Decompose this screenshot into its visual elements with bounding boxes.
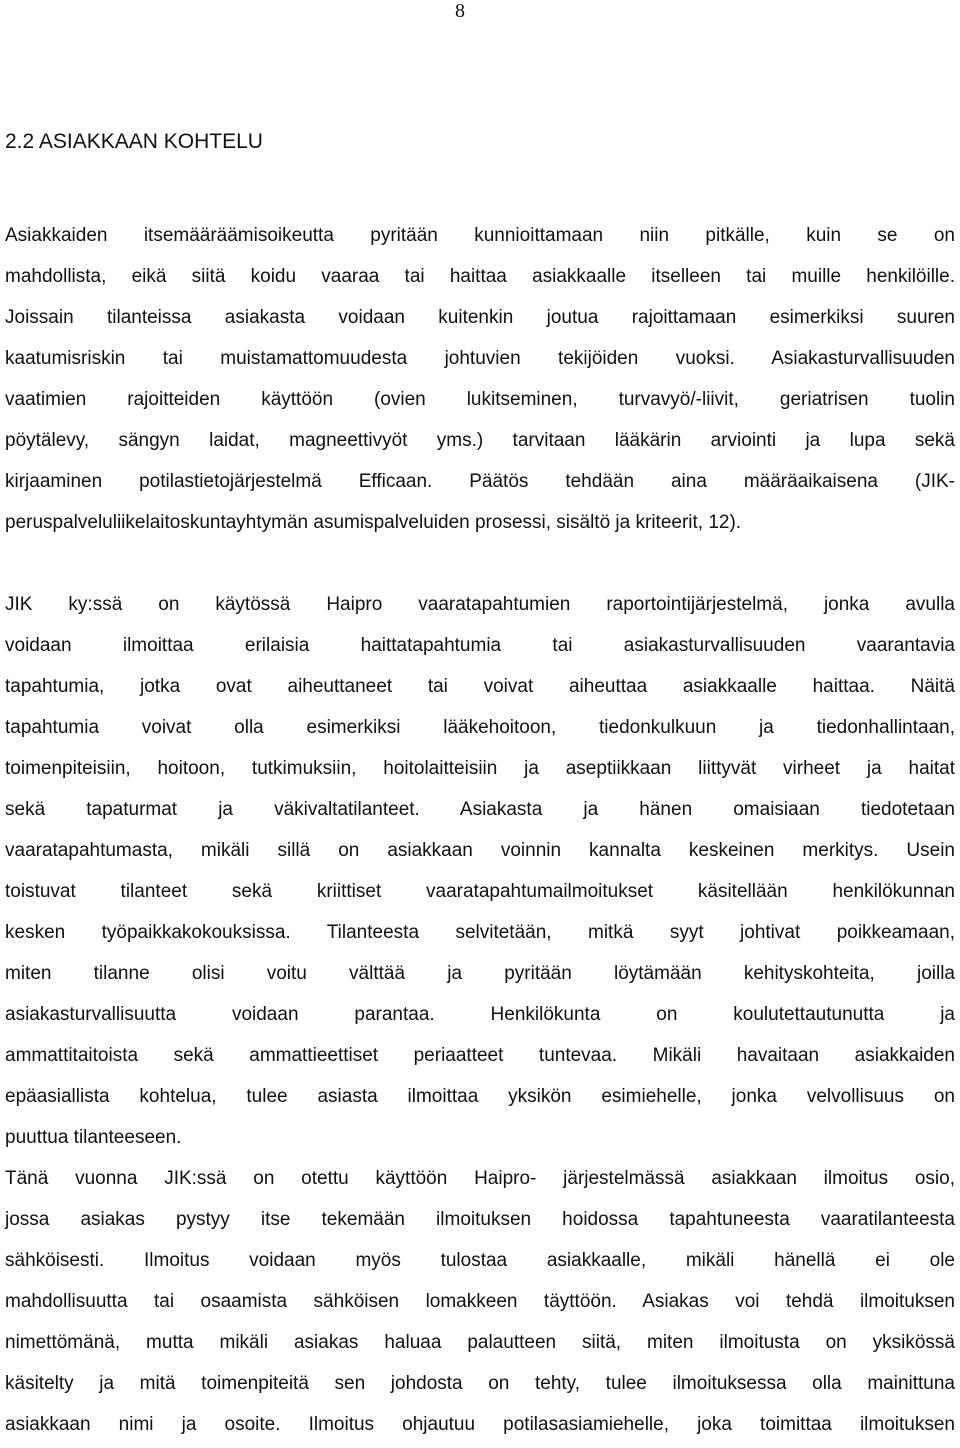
text-line: Tänä vuonna JIK:ssä on otettu käyttöön Haipro- järjestelmässä asiakkaan ilmoitus osio, [5, 1168, 955, 1189]
text-line: tapahtumia voivat olla esimerkiksi lääkehoitoon, tiedonkulkuun ja tiedonhallintaan, [5, 717, 955, 738]
text-line: mahdollisuutta tai osaamista sähköisen lomakkeen täyttöön. Asiakas voi tehdä ilmoituksen [5, 1291, 955, 1312]
text-line: kirjaaminen potilastietojärjestelmä Efficaan. Päätös tehdään aina määräaikaisena (JIK- [5, 471, 955, 492]
paragraph-patient-autonomy [5, 215, 955, 543]
text-line: käsitelty ja mitä toimenpiteitä sen johdosta on tehty, tulee ilmoituksessa olla mainittuna [5, 1373, 955, 1394]
text-line: Joissain tilanteissa asiakasta voidaan kuitenkin joutua rajoittamaan esimerkiksi suuren [5, 307, 955, 328]
text-line: epäasiallista kohtelua, tulee asiasta ilmoittaa yksikön esimiehelle, jonka velvollisuus on [5, 1086, 955, 1107]
text-line: sähköisesti. Ilmoitus voidaan myös tulostaa asiakkaalle, mikäli hänellä ei ole [5, 1250, 955, 1271]
text-line: puuttua tilanteeseen. [5, 1127, 182, 1148]
text-line: mahdollista, eikä siitä koidu vaaraa tai haittaa asiakkaalle itselleen tai muille henkilöille. [5, 266, 955, 287]
text-line: miten tilanne olisi voitu välttää ja pyritään löytämään kehityskohteita, joilla [5, 963, 955, 984]
text-line: asiakkaan nimi ja osoite. Ilmoitus ohjautuu potilasasiamiehelle, joka toimittaa ilmoituksen [5, 1414, 955, 1435]
text-line: ammattitaitoista sekä ammattieettiset periaatteet tuntevaa. Mikäli havaitaan asiakkaiden [5, 1045, 955, 1066]
section-heading: 2.2 ASIAKKAAN KOHTELU [5, 130, 263, 153]
text-line: toimenpiteisiin, hoitoon, tutkimuksiin, hoitolaitteisiin ja aseptiikkaan liittyvät virheet ja haitat [5, 758, 955, 779]
page-number: 8 [455, 0, 465, 22]
text-line: voidaan ilmoittaa erilaisia haittatapahtumia tai asiakasturvallisuuden vaarantavia [5, 635, 955, 656]
text-line: tapahtumia, jotka ovat aiheuttaneet tai voivat aiheuttaa asiakkaalle haittaa. Näitä [5, 676, 955, 697]
text-line: vaatimien rajoitteiden käyttöön (ovien lukitseminen, turvavyö/-liivit, geriatrisen tuolin [5, 389, 955, 410]
text-line: toistuvat tilanteet sekä kriittiset vaaratapahtumailmoitukset käsitellään henkilökunnan [5, 881, 955, 902]
text-line: Asiakkaiden itsemääräämisoikeutta pyritään kunnioittamaan niin pitkälle, kuin se on [5, 225, 955, 246]
text-line: jossa asiakas pystyy itse tekemään ilmoituksen hoidossa tapahtuneesta vaaratilanteesta [5, 1209, 955, 1230]
text-line: kaatumisriskin tai muistamattomuudesta johtuvien tekijöiden vuoksi. Asiakasturvallisuuden [5, 348, 955, 369]
text-line: pöytälevy, sängyn laidat, magneettivyöt yms.) tarvitaan lääkärin arviointi ja lupa sekä [5, 430, 955, 451]
text-line: peruspalveluliikelaitoskuntayhtymän asumispalveluiden prosessi, sisältö ja kriteerit, 12). [5, 512, 742, 533]
text-line: sekä tapaturmat ja väkivaltatilanteet. Asiakasta ja hänen omaisiaan tiedotetaan [5, 799, 955, 820]
text-line: vaaratapahtumasta, mikäli sillä on asiakkaan voinnin kannalta keskeinen merkitys. Usein [5, 840, 955, 861]
text-line: JIK ky:ssä on käytössä Haipro vaaratapahtumien raportointijärjestelmä, jonka avulla [5, 594, 955, 615]
text-line: kesken työpaikkakokouksissa. Tilanteesta selvitetään, mitkä syyt johtivat poikkeamaan, [5, 922, 955, 943]
text-line: asiakasturvallisuutta voidaan parantaa. Henkilökunta on koulutettautunutta ja [5, 1004, 955, 1025]
paragraph-haipro-reporting [5, 584, 955, 1445]
text-line: nimettömänä, mutta mikäli asiakas haluaa palautteen siitä, miten ilmoitusta on yksikössä [5, 1332, 955, 1353]
